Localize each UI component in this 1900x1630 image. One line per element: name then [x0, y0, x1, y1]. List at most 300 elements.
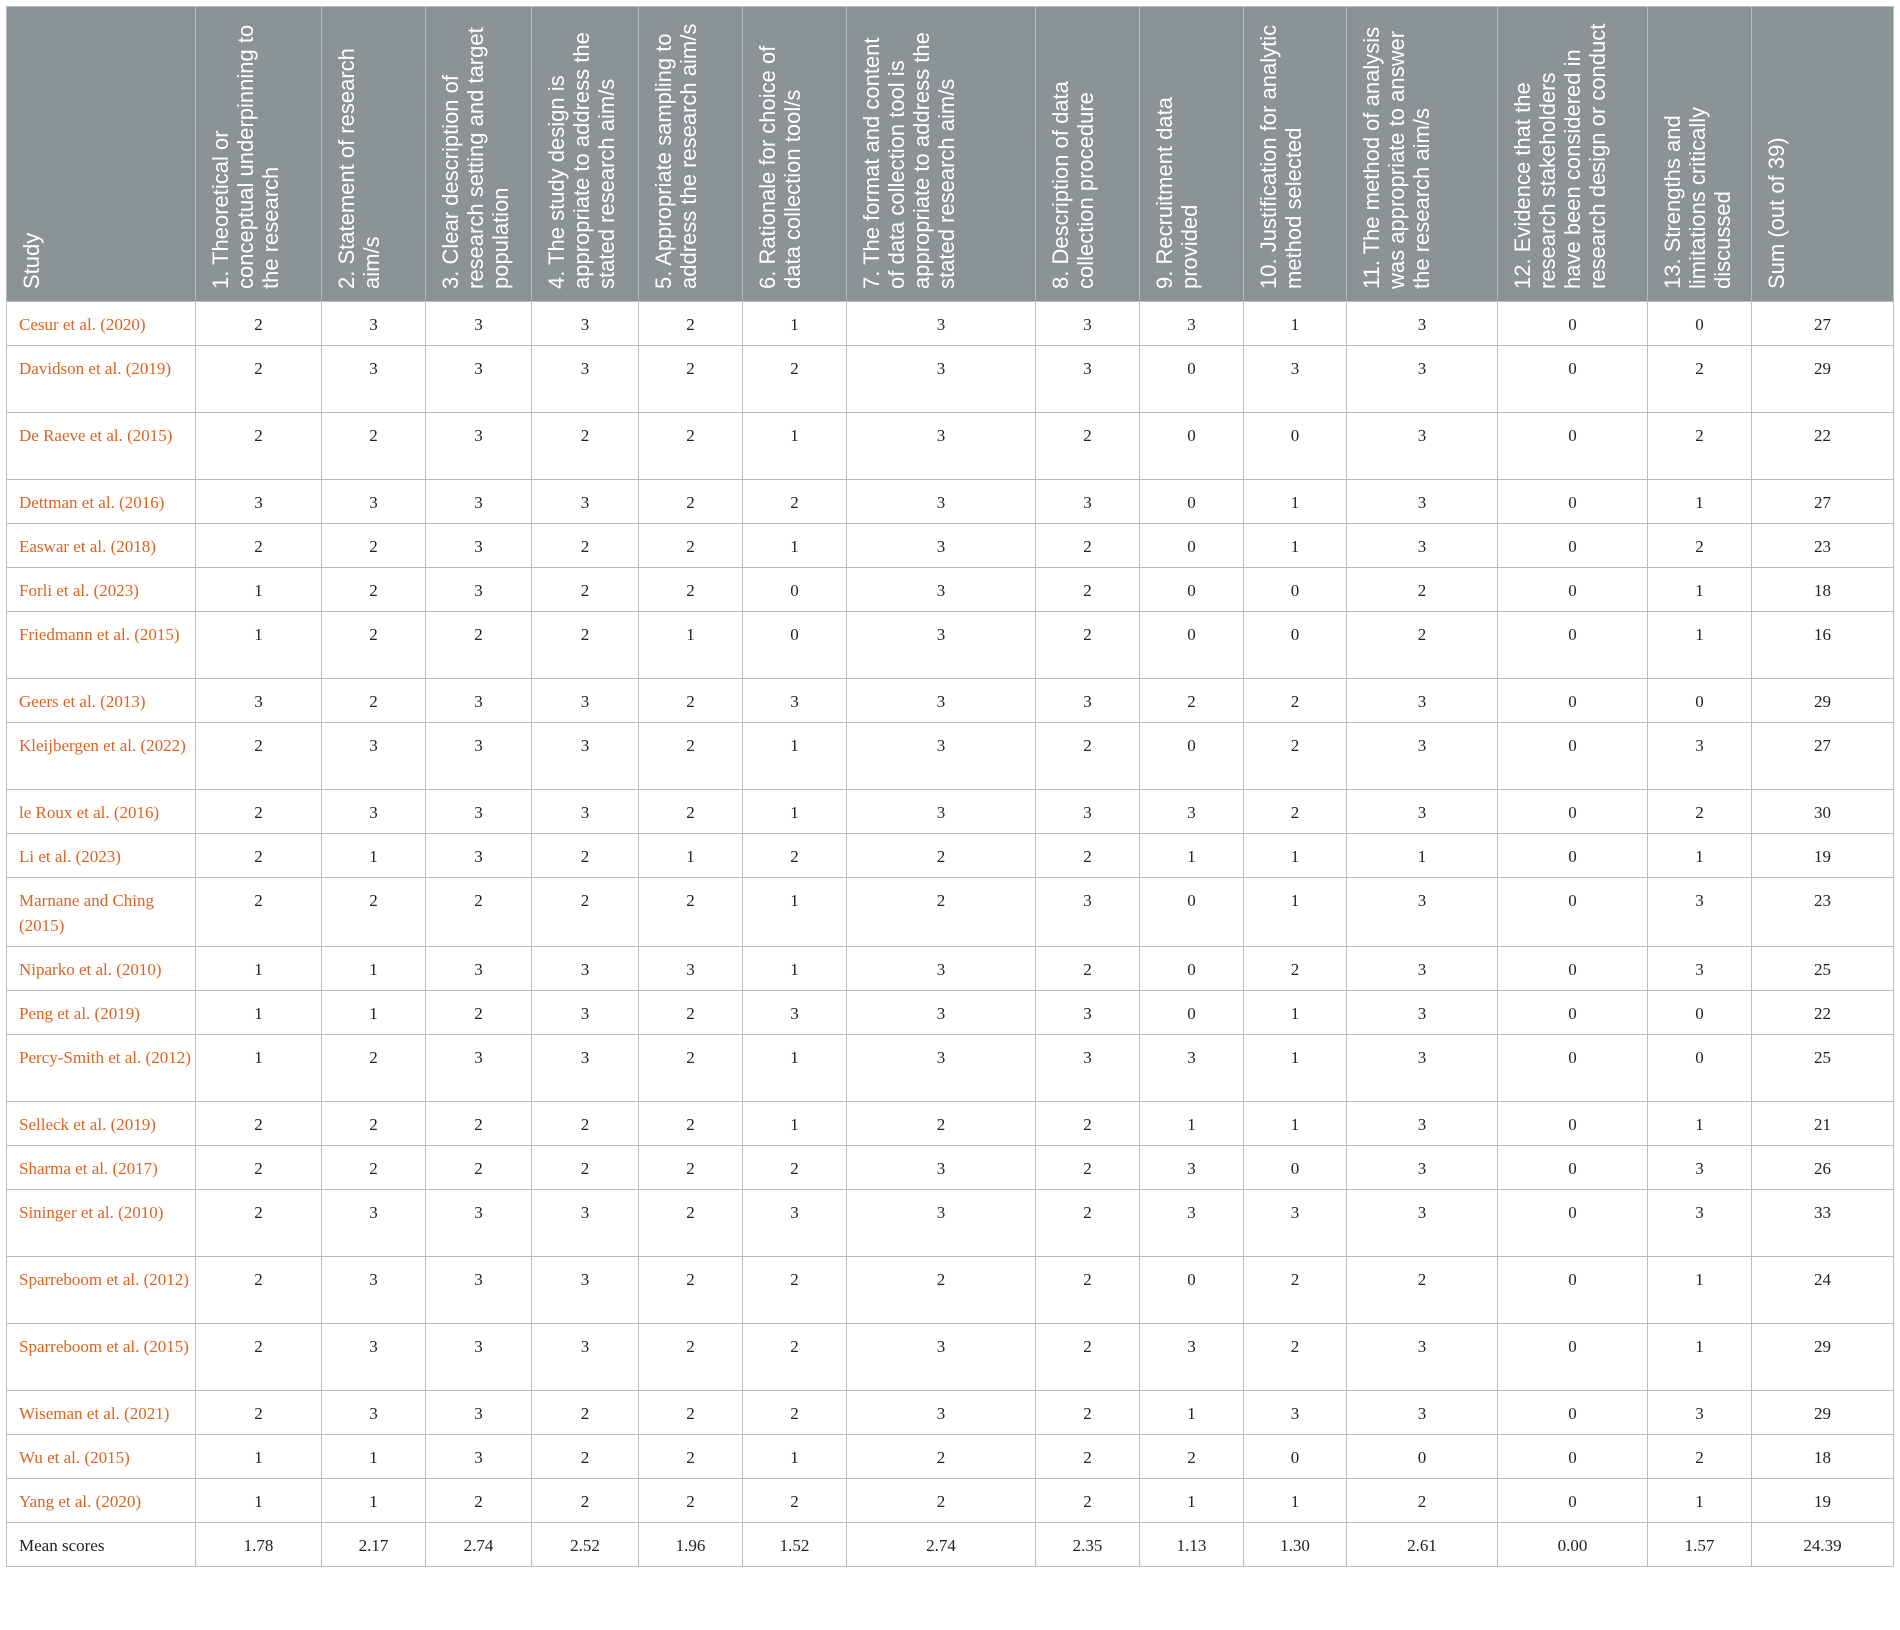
score-cell: 3	[743, 1190, 847, 1257]
score-cell: 2	[1036, 568, 1140, 612]
score-cell: 3	[1347, 1035, 1498, 1102]
score-cell: 3	[532, 1035, 639, 1102]
score-cell: 3	[532, 1324, 639, 1391]
study-citation-link[interactable]: Sparreboom et al. (2012)	[7, 1257, 196, 1324]
score-cell: 2	[1036, 1324, 1140, 1391]
score-cell: 2	[532, 1391, 639, 1435]
score-cell: 1	[1648, 834, 1752, 878]
score-cell: 3	[847, 1035, 1036, 1102]
score-cell: 3	[1036, 679, 1140, 723]
table-row	[7, 1102, 1894, 1146]
score-cell: 3	[1347, 1102, 1498, 1146]
score-cell: 3	[322, 1190, 426, 1257]
score-cell: 2	[743, 1257, 847, 1324]
score-cell: 3	[1140, 1035, 1244, 1102]
score-cell: 2.74	[426, 1523, 532, 1567]
score-cell: 0	[1498, 1035, 1648, 1102]
score-cell: 3	[1140, 302, 1244, 346]
score-cell: 0	[1244, 1146, 1347, 1190]
score-cell: 2	[847, 1479, 1036, 1523]
score-cell: 2	[743, 834, 847, 878]
score-cell: 3	[426, 480, 532, 524]
score-cell: 2	[743, 346, 847, 413]
score-cell: 1	[743, 302, 847, 346]
column-header-9	[1140, 7, 1244, 302]
score-cell: 3	[322, 790, 426, 834]
score-cell: 2	[847, 878, 1036, 947]
score-cell: 3	[532, 302, 639, 346]
score-cell: 2	[196, 834, 322, 878]
score-cell: 3	[532, 947, 639, 991]
score-cell: 2	[196, 1324, 322, 1391]
sum-cell: 18	[1752, 568, 1894, 612]
table-row	[7, 991, 1894, 1035]
sum-cell: 29	[1752, 346, 1894, 413]
score-cell: 0	[1498, 524, 1648, 568]
score-cell: 0	[1244, 612, 1347, 679]
score-cell: 2	[196, 1391, 322, 1435]
score-cell: 0	[1498, 878, 1648, 947]
score-cell: 3	[322, 480, 426, 524]
score-cell: 0	[1648, 302, 1752, 346]
score-cell: 2	[639, 790, 743, 834]
score-cell: 2	[1244, 1324, 1347, 1391]
score-cell: 2	[196, 346, 322, 413]
score-cell: 3	[426, 1391, 532, 1435]
score-cell: 2	[426, 612, 532, 679]
score-cell: 2	[1140, 679, 1244, 723]
table-row	[7, 834, 1894, 878]
column-header-6	[743, 7, 847, 302]
score-cell: 0	[1140, 480, 1244, 524]
score-cell: 0	[1140, 413, 1244, 480]
score-cell: 2	[1244, 679, 1347, 723]
score-cell: 3	[1648, 1190, 1752, 1257]
column-header-label: Sum (out of 39)	[1764, 137, 1789, 289]
sum-cell: 16	[1752, 612, 1894, 679]
table-row	[7, 612, 1894, 679]
score-cell: 2	[1347, 1479, 1498, 1523]
score-cell: 2	[639, 1479, 743, 1523]
score-cell: 1	[322, 991, 426, 1035]
score-cell: 2	[639, 1035, 743, 1102]
score-cell: 3	[639, 947, 743, 991]
score-cell: 2	[639, 1435, 743, 1479]
score-cell: 2	[322, 413, 426, 480]
score-cell: 2	[639, 723, 743, 790]
score-cell: 3	[426, 413, 532, 480]
score-cell: 1	[1140, 1479, 1244, 1523]
score-cell: 0	[1244, 1435, 1347, 1479]
score-cell: 1	[322, 947, 426, 991]
study-citation-link[interactable]: Friedmann et al. (2015)	[7, 612, 196, 679]
score-cell: 2	[532, 1479, 639, 1523]
score-cell: 0	[1648, 679, 1752, 723]
table-row	[7, 1035, 1894, 1102]
table-row	[7, 1257, 1894, 1324]
score-cell: 2	[196, 413, 322, 480]
score-cell: 3	[1140, 1146, 1244, 1190]
score-cell: 2	[1648, 413, 1752, 480]
score-cell: 3	[196, 679, 322, 723]
study-citation-link[interactable]: Niparko et al. (2010)	[7, 947, 196, 991]
study-citation-link[interactable]: Li et al. (2023)	[7, 834, 196, 878]
score-cell: 3	[1347, 790, 1498, 834]
score-cell: 2	[322, 568, 426, 612]
score-cell: 3	[1347, 947, 1498, 991]
mean-scores-label: Mean scores	[7, 1523, 196, 1567]
study-citation-link[interactable]: Yang et al. (2020)	[7, 1479, 196, 1523]
score-cell: 1	[743, 524, 847, 568]
score-cell: 0	[1498, 1257, 1648, 1324]
score-cell: 3	[1347, 1190, 1498, 1257]
score-cell: 1	[322, 1479, 426, 1523]
score-cell: 3	[847, 679, 1036, 723]
study-citation-link[interactable]: Sparreboom et al. (2015)	[7, 1324, 196, 1391]
score-cell: 3	[1347, 1146, 1498, 1190]
study-citation-link[interactable]: Easwar et al. (2018)	[7, 524, 196, 568]
score-cell: 2	[1244, 723, 1347, 790]
study-citation-link[interactable]: Geers et al. (2013)	[7, 679, 196, 723]
score-cell: 2	[426, 991, 532, 1035]
score-cell: 0	[1140, 1257, 1244, 1324]
score-cell: 0	[1140, 568, 1244, 612]
score-cell: 1	[1244, 878, 1347, 947]
score-cell: 1.30	[1244, 1523, 1347, 1567]
column-header-label: 4. The study design is appropriate to address the stated research aim/s	[544, 32, 619, 289]
sum-cell: 25	[1752, 1035, 1894, 1102]
table-row	[7, 302, 1894, 346]
score-cell: 3	[196, 480, 322, 524]
score-cell: 3	[1648, 723, 1752, 790]
score-cell: 0.00	[1498, 1523, 1648, 1567]
score-cell: 2	[639, 1324, 743, 1391]
score-cell: 3	[1036, 1035, 1140, 1102]
score-cell: 3	[847, 612, 1036, 679]
score-cell: 2	[1648, 1435, 1752, 1479]
study-citation-link[interactable]: Selleck et al. (2019)	[7, 1102, 196, 1146]
quality-assessment-table	[6, 6, 1894, 1567]
score-cell: 2	[196, 1190, 322, 1257]
score-cell: 3	[1347, 991, 1498, 1035]
column-header-label: 3. Clear description of research setting and target population	[438, 27, 513, 289]
score-cell: 3	[847, 947, 1036, 991]
column-header-study	[7, 7, 196, 302]
score-cell: 2	[639, 679, 743, 723]
score-cell: 3	[322, 1391, 426, 1435]
table-row	[7, 1391, 1894, 1435]
study-citation-link[interactable]: Dettman et al. (2016)	[7, 480, 196, 524]
column-header-label: 7. The format and content of data collection tool is appropriate to address the stated research aim/s	[859, 32, 959, 289]
score-cell: 1	[743, 790, 847, 834]
score-cell: 2	[532, 1146, 639, 1190]
score-cell: 2	[532, 834, 639, 878]
score-cell: 3	[1244, 1391, 1347, 1435]
sum-cell: 24	[1752, 1257, 1894, 1324]
score-cell: 2	[196, 1146, 322, 1190]
score-cell: 0	[1498, 480, 1648, 524]
score-cell: 3	[426, 346, 532, 413]
score-cell: 2	[1036, 413, 1140, 480]
score-cell: 2	[743, 1391, 847, 1435]
score-cell: 1	[322, 834, 426, 878]
score-cell: 3	[426, 1324, 532, 1391]
score-cell: 1	[743, 947, 847, 991]
study-citation-link[interactable]: Peng et al. (2019)	[7, 991, 196, 1035]
score-cell: 0	[1498, 346, 1648, 413]
column-header-label: 5. Appropriate sampling to address the research aim/s	[651, 23, 701, 289]
score-cell: 1	[1648, 1257, 1752, 1324]
sum-cell: 24.39	[1752, 1523, 1894, 1567]
score-cell: 3	[847, 1391, 1036, 1435]
study-citation-link[interactable]: Sininger et al. (2010)	[7, 1190, 196, 1257]
score-cell: 3	[1347, 679, 1498, 723]
score-cell: 1	[639, 612, 743, 679]
column-header-5	[639, 7, 743, 302]
score-cell: 0	[1498, 679, 1648, 723]
study-citation-link[interactable]: Kleijbergen et al. (2022)	[7, 723, 196, 790]
score-cell: 3	[847, 723, 1036, 790]
column-header-label: 12. Evidence that the research stakeholders have been considered in research design or conduct	[1510, 23, 1610, 289]
column-header-11	[1347, 7, 1498, 302]
sum-cell: 21	[1752, 1102, 1894, 1146]
sum-cell: 29	[1752, 679, 1894, 723]
score-cell: 2	[639, 480, 743, 524]
score-cell: 2	[322, 1102, 426, 1146]
score-cell: 3	[1036, 878, 1140, 947]
score-cell: 3	[532, 1257, 639, 1324]
score-cell: 1	[1244, 480, 1347, 524]
score-cell: 1.52	[743, 1523, 847, 1567]
study-citation-link[interactable]: Sharma et al. (2017)	[7, 1146, 196, 1190]
score-cell: 2	[639, 1257, 743, 1324]
score-cell: 3	[1347, 723, 1498, 790]
score-cell: 2	[322, 1035, 426, 1102]
score-cell: 0	[1498, 1190, 1648, 1257]
score-cell: 3	[743, 679, 847, 723]
score-cell: 2	[847, 834, 1036, 878]
score-cell: 2	[1036, 612, 1140, 679]
score-cell: 0	[1140, 947, 1244, 991]
score-cell: 2	[639, 346, 743, 413]
sum-cell: 29	[1752, 1391, 1894, 1435]
score-cell: 0	[1498, 612, 1648, 679]
sum-cell: 22	[1752, 991, 1894, 1035]
score-cell: 3	[847, 480, 1036, 524]
score-cell: 0	[1140, 991, 1244, 1035]
table-row	[7, 413, 1894, 480]
score-cell: 2	[743, 1479, 847, 1523]
score-cell: 2	[196, 878, 322, 947]
score-cell: 3	[1036, 480, 1140, 524]
score-cell: 0	[1498, 991, 1648, 1035]
score-cell: 2	[639, 878, 743, 947]
score-cell: 3	[1036, 991, 1140, 1035]
score-cell: 3	[426, 1035, 532, 1102]
score-cell: 3	[532, 723, 639, 790]
score-cell: 2	[196, 1257, 322, 1324]
score-cell: 3	[532, 480, 639, 524]
table-row	[7, 1435, 1894, 1479]
score-cell: 2	[322, 1146, 426, 1190]
score-cell: 2	[1648, 790, 1752, 834]
score-cell: 2	[196, 723, 322, 790]
study-citation-link[interactable]: Cesur et al. (2020)	[7, 302, 196, 346]
score-cell: 3	[1036, 346, 1140, 413]
study-citation-link[interactable]: Davidson et al. (2019)	[7, 346, 196, 413]
score-cell: 3	[322, 723, 426, 790]
score-cell: 0	[1648, 991, 1752, 1035]
score-cell: 2	[426, 878, 532, 947]
sum-cell: 27	[1752, 302, 1894, 346]
sum-cell: 25	[1752, 947, 1894, 991]
score-cell: 0	[1498, 1324, 1648, 1391]
score-cell: 2	[1036, 723, 1140, 790]
sum-cell: 27	[1752, 723, 1894, 790]
score-cell: 3	[532, 991, 639, 1035]
column-header-1	[196, 7, 322, 302]
column-header-label: 6. Rationale for choice of data collection tool/s	[755, 45, 805, 289]
header-row	[7, 7, 1894, 302]
score-cell: 3	[1347, 1391, 1498, 1435]
score-cell: 3	[1036, 302, 1140, 346]
score-cell: 3	[847, 991, 1036, 1035]
score-cell: 1	[196, 947, 322, 991]
table-row	[7, 790, 1894, 834]
table-row	[7, 1479, 1894, 1523]
score-cell: 2	[1036, 1479, 1140, 1523]
score-cell: 2	[639, 1102, 743, 1146]
column-header-8	[1036, 7, 1140, 302]
score-cell: 1	[1648, 1479, 1752, 1523]
score-cell: 1	[1140, 1391, 1244, 1435]
score-cell: 2	[426, 1146, 532, 1190]
score-cell: 2	[743, 480, 847, 524]
score-cell: 2	[1648, 524, 1752, 568]
score-cell: 3	[847, 1146, 1036, 1190]
score-cell: 0	[1140, 723, 1244, 790]
score-cell: 3	[426, 1257, 532, 1324]
score-cell: 2	[196, 790, 322, 834]
score-cell: 3	[847, 1190, 1036, 1257]
column-header-label: 13. Strengths and limitations critically discussed	[1660, 106, 1735, 289]
column-header-4	[532, 7, 639, 302]
column-header-3	[426, 7, 532, 302]
score-cell: 3	[1347, 346, 1498, 413]
study-citation-link[interactable]: Wiseman et al. (2021)	[7, 1391, 196, 1435]
score-cell: 2	[743, 1324, 847, 1391]
score-cell: 2.35	[1036, 1523, 1140, 1567]
score-cell: 2	[196, 1102, 322, 1146]
score-cell: 3	[1648, 878, 1752, 947]
study-citation-link[interactable]: le Roux et al. (2016)	[7, 790, 196, 834]
score-cell: 3	[426, 1435, 532, 1479]
score-cell: 2	[1036, 834, 1140, 878]
score-cell: 3	[426, 1190, 532, 1257]
column-header-label: 9. Recruitment data provided	[1152, 97, 1202, 289]
sum-cell: 19	[1752, 834, 1894, 878]
score-cell: 2	[532, 1102, 639, 1146]
column-header-13	[1648, 7, 1752, 302]
column-header-label: 8. Description of data collection procedure	[1048, 81, 1098, 289]
score-cell: 3	[322, 1324, 426, 1391]
score-cell: 0	[1244, 413, 1347, 480]
score-cell: 1.57	[1648, 1523, 1752, 1567]
score-cell: 3	[847, 413, 1036, 480]
score-cell: 0	[1498, 1146, 1648, 1190]
table-row	[7, 878, 1894, 947]
mean-scores-row	[7, 1523, 1894, 1567]
score-cell: 3	[1347, 1324, 1498, 1391]
score-cell: 3	[426, 834, 532, 878]
score-cell: 2	[847, 1435, 1036, 1479]
table-row	[7, 568, 1894, 612]
score-cell: 3	[532, 790, 639, 834]
score-cell: 2	[1036, 524, 1140, 568]
study-citation-link[interactable]: De Raeve et al. (2015)	[7, 413, 196, 480]
table-row	[7, 947, 1894, 991]
table-row	[7, 346, 1894, 413]
score-cell: 1	[1140, 834, 1244, 878]
score-cell: 0	[1347, 1435, 1498, 1479]
score-cell: 1	[639, 834, 743, 878]
score-cell: 2	[426, 1479, 532, 1523]
score-cell: 3	[1347, 480, 1498, 524]
score-cell: 2	[1036, 1146, 1140, 1190]
score-cell: 3	[532, 679, 639, 723]
score-cell: 1.96	[639, 1523, 743, 1567]
score-cell: 2	[532, 1435, 639, 1479]
sum-cell: 23	[1752, 878, 1894, 947]
study-citation-link[interactable]: Forli et al. (2023)	[7, 568, 196, 612]
score-cell: 3	[847, 524, 1036, 568]
study-citation-link[interactable]: Marnane and Ching (2015)	[7, 878, 196, 947]
score-cell: 3	[847, 1324, 1036, 1391]
score-cell: 2.61	[1347, 1523, 1498, 1567]
table-row	[7, 1146, 1894, 1190]
score-cell: 3	[532, 1190, 639, 1257]
score-cell: 1	[1244, 1102, 1347, 1146]
score-cell: 1	[1244, 524, 1347, 568]
study-citation-link[interactable]: Wu et al. (2015)	[7, 1435, 196, 1479]
table-row	[7, 1324, 1894, 1391]
score-cell: 1	[743, 878, 847, 947]
score-cell: 0	[1498, 1435, 1648, 1479]
score-cell: 2	[1036, 1257, 1140, 1324]
score-cell: 3	[1036, 790, 1140, 834]
table-row	[7, 1190, 1894, 1257]
score-cell: 2	[639, 568, 743, 612]
score-cell: 1	[196, 612, 322, 679]
study-citation-link[interactable]: Percy-Smith et al. (2012)	[7, 1035, 196, 1102]
score-cell: 1	[743, 1102, 847, 1146]
score-cell: 2.52	[532, 1523, 639, 1567]
score-cell: 1.13	[1140, 1523, 1244, 1567]
score-cell: 0	[1498, 1479, 1648, 1523]
score-cell: 1	[743, 723, 847, 790]
score-cell: 3	[1140, 790, 1244, 834]
score-cell: 3	[847, 568, 1036, 612]
score-cell: 0	[1140, 346, 1244, 413]
sum-cell: 26	[1752, 1146, 1894, 1190]
score-cell: 0	[1140, 612, 1244, 679]
score-cell: 2	[847, 1257, 1036, 1324]
score-cell: 2	[322, 878, 426, 947]
score-cell: 3	[322, 346, 426, 413]
score-cell: 0	[1498, 413, 1648, 480]
score-cell: 2.17	[322, 1523, 426, 1567]
score-cell: 1	[743, 1035, 847, 1102]
